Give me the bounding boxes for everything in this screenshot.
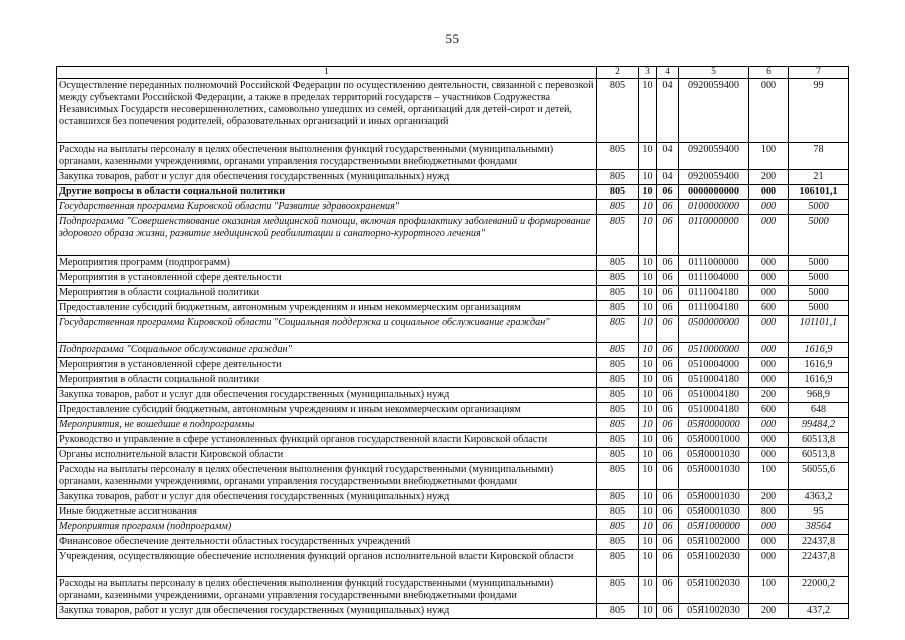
- amount-cell: 5000: [789, 301, 849, 316]
- department-code-cell: 805: [597, 433, 639, 448]
- section-code-cell: 10: [639, 490, 657, 505]
- description-cell: Государственная программа Кировской области "Развитие здравоохранения": [57, 200, 597, 215]
- target-item-code-cell: 0100000000: [679, 200, 749, 215]
- header-cell-target-item: 5: [679, 67, 749, 79]
- section-code-cell: 10: [639, 256, 657, 271]
- description-cell: Иные бюджетные ассигнования: [57, 505, 597, 520]
- subsection-code-cell: 06: [657, 604, 679, 619]
- expense-type-code-cell: 000: [749, 271, 789, 286]
- department-code-cell: 805: [597, 373, 639, 388]
- subsection-code-cell: 06: [657, 286, 679, 301]
- description-cell: Расходы на выплаты персоналу в целях обеспечения выполнения функций государственными (муниципальными) органами, казенными учреждениями, органами управления государственными внебюджетными фондами: [57, 577, 597, 604]
- section-code-cell: 10: [639, 403, 657, 418]
- expense-type-code-cell: 000: [749, 200, 789, 215]
- section-code-cell: 10: [639, 286, 657, 301]
- description-cell: Подпрограмма "Социальное обслуживание граждан": [57, 343, 597, 358]
- table-row: [57, 520, 849, 535]
- description-cell: Закупка товаров, работ и услуг для обеспечения государственных (муниципальных) нужд: [57, 604, 597, 619]
- target-item-code-cell: 0920059400: [679, 79, 749, 143]
- expense-type-code-cell: 000: [749, 79, 789, 143]
- amount-cell: 99: [789, 79, 849, 143]
- header-cell-section: 3: [639, 67, 657, 79]
- amount-cell: 95: [789, 505, 849, 520]
- department-code-cell: 805: [597, 388, 639, 403]
- subsection-code-cell: 06: [657, 577, 679, 604]
- description-cell: Закупка товаров, работ и услуг для обеспечения государственных (муниципальных) нужд: [57, 388, 597, 403]
- description-cell: Государственная программа Кировской области "Социальная поддержка и социальное обслуживание граждан": [57, 316, 597, 343]
- table-row: [57, 286, 849, 301]
- section-code-cell: 10: [639, 373, 657, 388]
- expense-type-code-cell: 000: [749, 535, 789, 550]
- department-code-cell: 805: [597, 185, 639, 200]
- subsection-code-cell: 06: [657, 316, 679, 343]
- table-row: [57, 388, 849, 403]
- expense-type-code-cell: 000: [749, 316, 789, 343]
- section-code-cell: 10: [639, 604, 657, 619]
- section-code-cell: 10: [639, 505, 657, 520]
- subsection-code-cell: 06: [657, 433, 679, 448]
- description-cell: Мероприятия в установленной сфере деятельности: [57, 271, 597, 286]
- department-code-cell: 805: [597, 271, 639, 286]
- table-row: [57, 215, 849, 256]
- amount-cell: 106101,1: [789, 185, 849, 200]
- expense-type-code-cell: 000: [749, 286, 789, 301]
- section-code-cell: 10: [639, 200, 657, 215]
- section-code-cell: 10: [639, 577, 657, 604]
- target-item-code-cell: 05Я1000000: [679, 520, 749, 535]
- expense-type-code-cell: 000: [749, 358, 789, 373]
- amount-cell: 437,2: [789, 604, 849, 619]
- description-cell: Мероприятия в области социальной политики: [57, 373, 597, 388]
- target-item-code-cell: 05Я1002030: [679, 550, 749, 577]
- expense-type-code-cell: 000: [749, 343, 789, 358]
- description-cell: Расходы на выплаты персоналу в целях обеспечения выполнения функций государственными (муниципальными) органами, казенными учреждениями, органами управления государственными внебюджетными фондами: [57, 143, 597, 170]
- amount-cell: 60513,8: [789, 448, 849, 463]
- description-cell: Мероприятия в установленной сфере деятельности: [57, 358, 597, 373]
- subsection-code-cell: 06: [657, 301, 679, 316]
- target-item-code-cell: 0510000000: [679, 343, 749, 358]
- subsection-code-cell: 06: [657, 256, 679, 271]
- table-row: [57, 358, 849, 373]
- table-row: [57, 185, 849, 200]
- table-row: [57, 550, 849, 577]
- subsection-code-cell: 04: [657, 170, 679, 185]
- target-item-code-cell: 05Я0001030: [679, 505, 749, 520]
- section-code-cell: 10: [639, 418, 657, 433]
- subsection-code-cell: 06: [657, 403, 679, 418]
- table-row: [57, 490, 849, 505]
- department-code-cell: 805: [597, 343, 639, 358]
- target-item-code-cell: 0111004000: [679, 271, 749, 286]
- description-cell: Подпрограмма "Совершенствование оказания медицинской помощи, включая профилактику заболеваний и формирование здорового образа жизни, развитие медицинской реабилитации и санаторно-курортного лечения": [57, 215, 597, 256]
- amount-cell: 5000: [789, 215, 849, 256]
- target-item-code-cell: 0510004180: [679, 373, 749, 388]
- target-item-code-cell: 0920059400: [679, 143, 749, 170]
- expense-type-code-cell: 000: [749, 373, 789, 388]
- department-code-cell: 805: [597, 403, 639, 418]
- amount-cell: 38564: [789, 520, 849, 535]
- department-code-cell: 805: [597, 520, 639, 535]
- amount-cell: 1616,9: [789, 373, 849, 388]
- department-code-cell: 805: [597, 448, 639, 463]
- amount-cell: 648: [789, 403, 849, 418]
- section-code-cell: 10: [639, 550, 657, 577]
- target-item-code-cell: 0000000000: [679, 185, 749, 200]
- subsection-code-cell: 06: [657, 463, 679, 490]
- subsection-code-cell: 04: [657, 79, 679, 143]
- header-cell-expense-type: 6: [749, 67, 789, 79]
- department-code-cell: 805: [597, 490, 639, 505]
- subsection-code-cell: 06: [657, 418, 679, 433]
- header-cell-subsection: 4: [657, 67, 679, 79]
- department-code-cell: 805: [597, 550, 639, 577]
- expense-type-code-cell: 000: [749, 433, 789, 448]
- expense-type-code-cell: 000: [749, 550, 789, 577]
- expense-type-code-cell: 100: [749, 463, 789, 490]
- expense-type-code-cell: 600: [749, 403, 789, 418]
- subsection-code-cell: 04: [657, 143, 679, 170]
- table-row: [57, 316, 849, 343]
- target-item-code-cell: 0500000000: [679, 316, 749, 343]
- amount-cell: 5000: [789, 200, 849, 215]
- description-cell: Мероприятия программ (подпрограмм): [57, 256, 597, 271]
- table-row: [57, 301, 849, 316]
- subsection-code-cell: 06: [657, 520, 679, 535]
- description-cell: Осуществление переданных полномочий Российской Федерации по осуществлению деятельности, связанной с перевозкой между субъектами Российской Федерации, а также в пределах территорий государств – участников Содружества Независимых Государств несовершеннолетних, самовольно ушедших из семей, организаций для детей-сирот и детей, оставшихся без попечения родителей, образовательных организаций и иных организаций: [57, 79, 597, 143]
- expense-type-code-cell: 200: [749, 490, 789, 505]
- subsection-code-cell: 06: [657, 358, 679, 373]
- section-code-cell: 10: [639, 343, 657, 358]
- amount-cell: 968,9: [789, 388, 849, 403]
- section-code-cell: 10: [639, 143, 657, 170]
- section-code-cell: 10: [639, 170, 657, 185]
- amount-cell: 1616,9: [789, 343, 849, 358]
- target-item-code-cell: 05Я0001030: [679, 448, 749, 463]
- section-code-cell: 10: [639, 433, 657, 448]
- table-row: [57, 170, 849, 185]
- amount-cell: 22437,8: [789, 535, 849, 550]
- table-row: [57, 463, 849, 490]
- section-code-cell: 10: [639, 316, 657, 343]
- amount-cell: 4363,2: [789, 490, 849, 505]
- department-code-cell: 805: [597, 418, 639, 433]
- table-row: [57, 604, 849, 619]
- department-code-cell: 805: [597, 604, 639, 619]
- subsection-code-cell: 06: [657, 343, 679, 358]
- subsection-code-cell: 06: [657, 271, 679, 286]
- department-code-cell: 805: [597, 143, 639, 170]
- expense-type-code-cell: 000: [749, 256, 789, 271]
- section-code-cell: 10: [639, 271, 657, 286]
- department-code-cell: 805: [597, 577, 639, 604]
- section-code-cell: 10: [639, 215, 657, 256]
- subsection-code-cell: 06: [657, 535, 679, 550]
- department-code-cell: 805: [597, 256, 639, 271]
- amount-cell: 99484,2: [789, 418, 849, 433]
- expense-type-code-cell: 000: [749, 418, 789, 433]
- department-code-cell: 805: [597, 358, 639, 373]
- department-code-cell: 805: [597, 316, 639, 343]
- table-row: [57, 343, 849, 358]
- table-row: [57, 505, 849, 520]
- expense-type-code-cell: 600: [749, 301, 789, 316]
- expense-type-code-cell: 100: [749, 143, 789, 170]
- table-row: [57, 448, 849, 463]
- department-code-cell: 805: [597, 463, 639, 490]
- budget-table: [56, 66, 849, 619]
- description-cell: Предоставление субсидий бюджетным, автономным учреждениям и иным некоммерческим организациям: [57, 403, 597, 418]
- header-cell-amount: 7: [789, 67, 849, 79]
- description-cell: Мероприятия программ (подпрограмм): [57, 520, 597, 535]
- header-cell-department: 2: [597, 67, 639, 79]
- expense-type-code-cell: 200: [749, 604, 789, 619]
- target-item-code-cell: 0920059400: [679, 170, 749, 185]
- page-number: 55: [445, 31, 460, 46]
- amount-cell: 101101,1: [789, 316, 849, 343]
- expense-type-code-cell: 800: [749, 505, 789, 520]
- department-code-cell: 805: [597, 170, 639, 185]
- subsection-code-cell: 06: [657, 505, 679, 520]
- amount-cell: 22437,8: [789, 550, 849, 577]
- subsection-code-cell: 06: [657, 200, 679, 215]
- subsection-code-cell: 06: [657, 490, 679, 505]
- amount-cell: 60513,8: [789, 433, 849, 448]
- table-row: [57, 143, 849, 170]
- header-row: [57, 67, 849, 79]
- department-code-cell: 805: [597, 286, 639, 301]
- expense-type-code-cell: 000: [749, 448, 789, 463]
- target-item-code-cell: 0510004180: [679, 403, 749, 418]
- target-item-code-cell: 0110000000: [679, 215, 749, 256]
- description-cell: Расходы на выплаты персоналу в целях обеспечения выполнения функций государственными (муниципальными) органами, казенными учреждениями, органами управления государственными внебюджетными фондами: [57, 463, 597, 490]
- description-cell: Предоставление субсидий бюджетным, автономным учреждениям и иным некоммерческим организациям: [57, 301, 597, 316]
- description-cell: Мероприятия в области социальной политики: [57, 286, 597, 301]
- header-cell-description: 1: [57, 67, 597, 79]
- target-item-code-cell: 05Я1002030: [679, 604, 749, 619]
- table-row: [57, 577, 849, 604]
- budget-table-container: [56, 66, 848, 619]
- department-code-cell: 805: [597, 215, 639, 256]
- target-item-code-cell: 05Я0001030: [679, 490, 749, 505]
- subsection-code-cell: 06: [657, 388, 679, 403]
- description-cell: Учреждения, осуществляющие обеспечение исполнения функций органов исполнительной власти Кировской области: [57, 550, 597, 577]
- expense-type-code-cell: 000: [749, 215, 789, 256]
- table-row: [57, 271, 849, 286]
- amount-cell: 78: [789, 143, 849, 170]
- amount-cell: 22000,2: [789, 577, 849, 604]
- subsection-code-cell: 06: [657, 185, 679, 200]
- description-cell: Закупка товаров, работ и услуг для обеспечения государственных (муниципальных) нужд: [57, 490, 597, 505]
- expense-type-code-cell: 000: [749, 520, 789, 535]
- table-row: [57, 200, 849, 215]
- target-item-code-cell: 0510004000: [679, 358, 749, 373]
- target-item-code-cell: 05Я0000000: [679, 418, 749, 433]
- table-row: [57, 256, 849, 271]
- target-item-code-cell: 0510004180: [679, 388, 749, 403]
- target-item-code-cell: 05Я1002030: [679, 577, 749, 604]
- subsection-code-cell: 06: [657, 215, 679, 256]
- target-item-code-cell: 05Я1002000: [679, 535, 749, 550]
- target-item-code-cell: 0111000000: [679, 256, 749, 271]
- target-item-code-cell: 05Я0001030: [679, 463, 749, 490]
- section-code-cell: 10: [639, 358, 657, 373]
- department-code-cell: 805: [597, 505, 639, 520]
- table-row: [57, 433, 849, 448]
- subsection-code-cell: 06: [657, 373, 679, 388]
- target-item-code-cell: 0111004180: [679, 286, 749, 301]
- table-row: [57, 535, 849, 550]
- target-item-code-cell: 0111004180: [679, 301, 749, 316]
- section-code-cell: 10: [639, 301, 657, 316]
- department-code-cell: 805: [597, 200, 639, 215]
- department-code-cell: 805: [597, 79, 639, 143]
- section-code-cell: 10: [639, 388, 657, 403]
- table-row: [57, 403, 849, 418]
- table-row: [57, 79, 849, 143]
- amount-cell: 5000: [789, 271, 849, 286]
- expense-type-code-cell: 200: [749, 170, 789, 185]
- amount-cell: 56055,6: [789, 463, 849, 490]
- table-row: [57, 418, 849, 433]
- section-code-cell: 10: [639, 463, 657, 490]
- section-code-cell: 10: [639, 448, 657, 463]
- description-cell: Органы исполнительной власти Кировской области: [57, 448, 597, 463]
- amount-cell: 1616,9: [789, 358, 849, 373]
- description-cell: Руководство и управление в сфере установленных функций органов государственной власти Кировской области: [57, 433, 597, 448]
- section-code-cell: 10: [639, 79, 657, 143]
- amount-cell: 5000: [789, 256, 849, 271]
- table-row: [57, 373, 849, 388]
- subsection-code-cell: 06: [657, 448, 679, 463]
- description-cell: Мероприятия, не вошедшие в подпрограммы: [57, 418, 597, 433]
- amount-cell: 5000: [789, 286, 849, 301]
- expense-type-code-cell: 000: [749, 185, 789, 200]
- subsection-code-cell: 06: [657, 550, 679, 577]
- department-code-cell: 805: [597, 535, 639, 550]
- amount-cell: 21: [789, 170, 849, 185]
- department-code-cell: 805: [597, 301, 639, 316]
- description-cell: Закупка товаров, работ и услуг для обеспечения государственных (муниципальных) нужд: [57, 170, 597, 185]
- description-cell: Финансовое обеспечение деятельности областных государственных учреждений: [57, 535, 597, 550]
- section-code-cell: 10: [639, 185, 657, 200]
- expense-type-code-cell: 200: [749, 388, 789, 403]
- description-cell: Другие вопросы в области социальной политики: [57, 185, 597, 200]
- expense-type-code-cell: 100: [749, 577, 789, 604]
- section-code-cell: 10: [639, 520, 657, 535]
- target-item-code-cell: 05Я0001000: [679, 433, 749, 448]
- section-code-cell: 10: [639, 535, 657, 550]
